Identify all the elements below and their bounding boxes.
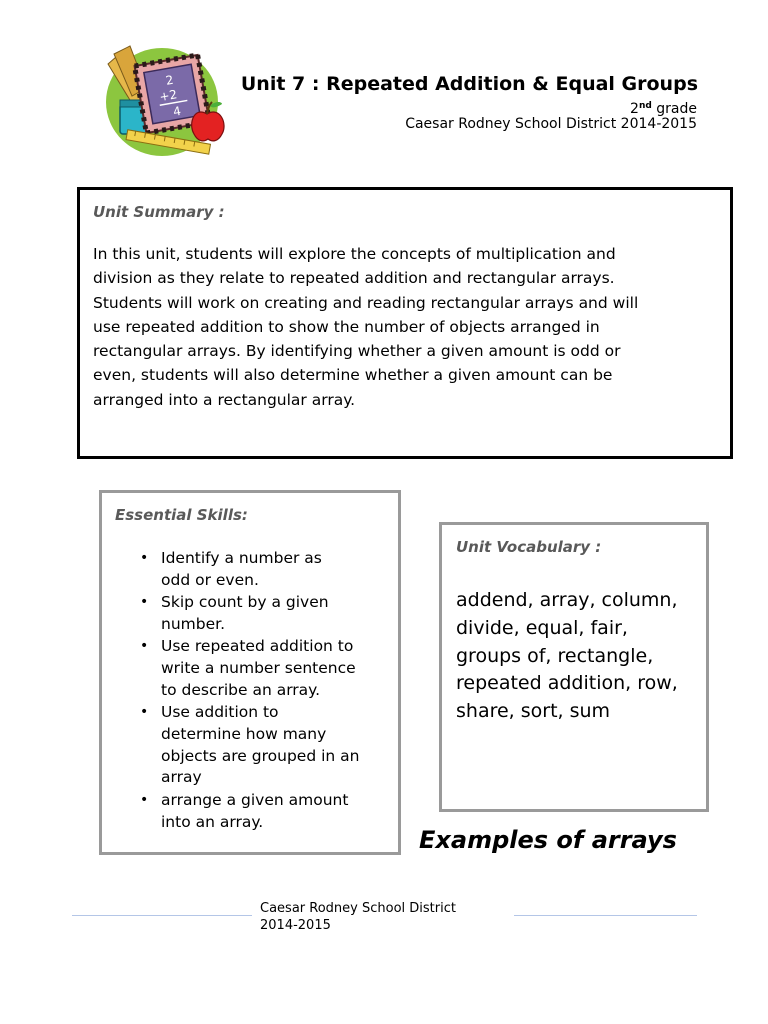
unit-summary-heading: Unit Summary : [93, 203, 225, 221]
grade-number: 2 [630, 101, 639, 117]
svg-text:+2: +2 [158, 87, 179, 105]
skill-item [102, 702, 398, 789]
bullet-icon: • [140, 638, 149, 655]
skill-text: arrange a given amount into an array. [161, 790, 349, 831]
unit-vocabulary-heading: Unit Vocabulary : [456, 538, 602, 556]
unit-summary-box [77, 187, 733, 459]
essential-skills-box [99, 490, 401, 855]
bullet-icon: • [140, 791, 149, 808]
skill-text: Identify a number as odd or even. [161, 549, 322, 589]
skill-item [102, 548, 398, 592]
examples-heading: Examples of arrays [419, 826, 677, 854]
svg-text:2: 2 [164, 72, 175, 88]
essential-skills-heading: Essential Skills: [115, 506, 248, 524]
unit-vocabulary-text: addend, array, column, divide, equal, fair, groups of, rectangle, repeated addition, row, share, sort, sum [456, 589, 678, 723]
unit-summary-text: In this unit, students will explore the concepts of multiplication and division as they relate to repeated addition and rectangular arrays. Students will work on creating and reading rectangular arrays and will use repeated addition to show the number of objects arranged in rectangular arrays. By identifying whether a given amount is odd or even, students will also determine whether a given amount can be arranged into a rectangular array. [93, 245, 639, 409]
title-clip-mask [230, 70, 240, 100]
grade-suffix: nd [638, 101, 652, 111]
unit-title: Unit 7 : Repeated Addition & Equal Groups [240, 73, 698, 95]
grade-word: grade [651, 101, 697, 117]
school-supplies-clipart [104, 44, 230, 162]
essential-skills-list [102, 548, 398, 834]
svg-text:4: 4 [172, 103, 183, 119]
district-label: Caesar Rodney School District 2014-2015 [405, 116, 697, 132]
skill-text: Use addition to determine how many objects are grouped in an array [161, 703, 360, 787]
bullet-icon: • [140, 594, 149, 611]
skill-item [102, 592, 398, 636]
bullet-icon: • [140, 550, 149, 566]
skill-item [102, 790, 398, 834]
footer-divider-left [72, 915, 252, 916]
footer-district: Caesar Rodney School District 2014-2015 [260, 901, 456, 933]
skill-text: Skip count by a given number. [161, 593, 329, 633]
skill-item [102, 636, 398, 701]
footer-divider-right [514, 915, 697, 916]
skill-text: Use repeated addition to write a number sentence to describe an array. [161, 637, 356, 699]
unit-vocabulary-box [439, 522, 709, 812]
bullet-icon: • [140, 704, 149, 721]
